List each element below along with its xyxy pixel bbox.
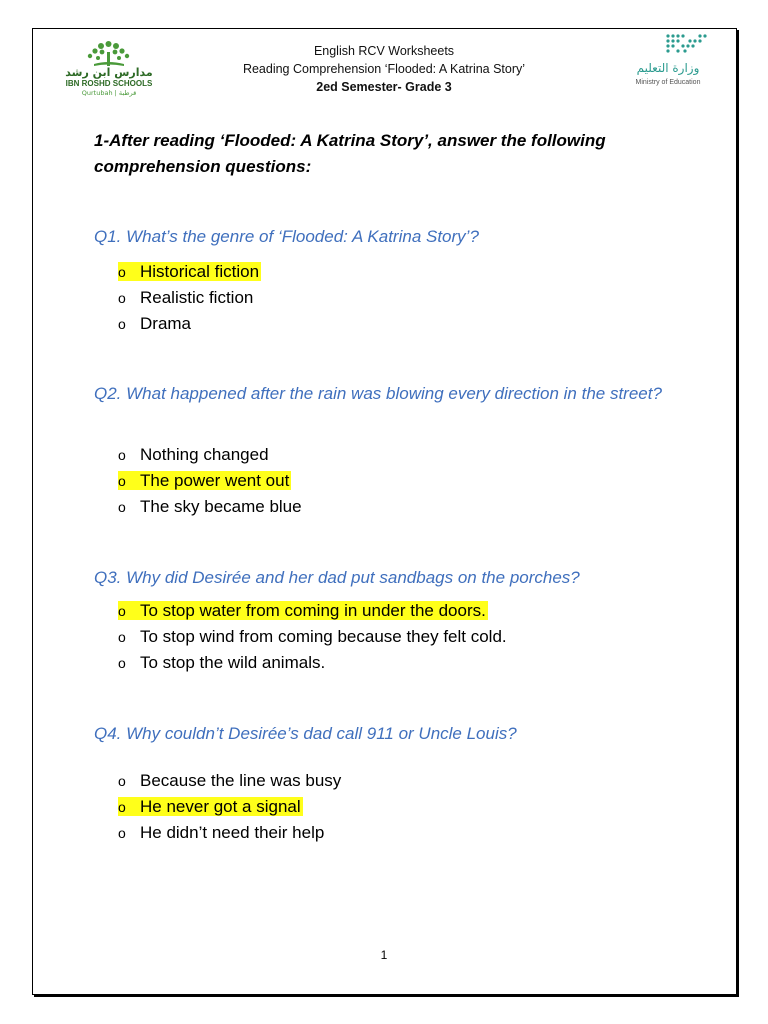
page-number: 1 [380, 948, 388, 962]
question-1-option-2: o Realistic fiction [118, 285, 261, 311]
option-bullet: o [118, 498, 126, 515]
question-2-option-2: o The power went out [118, 468, 304, 494]
question-3-option-3: o To stop the wild animals. [118, 650, 509, 676]
ministry-logo-arabic: وزارة التعليم [636, 61, 700, 75]
question-3: Q3. Why did Desirée and her dad put sandbags on the porches? [94, 568, 580, 587]
question-4-option-3: o He didn’t need their help [118, 820, 343, 846]
option-bullet: o [118, 773, 126, 789]
ministry-logo-english: Ministry of Education [635, 79, 701, 86]
option-bullet: o [118, 315, 126, 332]
question-2: Q2. What happened after the rain was blowing every direction in the street? [94, 384, 662, 403]
school-logo-sub: Qurtubah | قرطبة [81, 89, 137, 97]
question-2-options [118, 442, 304, 519]
semester-grade-title: 2ed Semester- Grade 3 [316, 80, 452, 94]
question-3-options [118, 598, 509, 675]
question-1-option-3: o Drama [118, 311, 261, 337]
option-bullet: o [118, 654, 126, 671]
option-bullet: o [118, 798, 126, 815]
question-2-option-1: o Nothing changed [118, 442, 304, 468]
school-logo-english: IBN ROSHD SCHOOLS [65, 79, 153, 88]
option-bullet: o [118, 603, 126, 619]
option-bullet: o [118, 824, 126, 841]
worksheet-topic-title: Reading Comprehension ‘Flooded: A Katrina Story’ [242, 62, 526, 76]
question-4-option-1: o Because the line was busy [118, 768, 343, 794]
question-3-option-1: o To stop water from coming in under the doors. [118, 598, 509, 624]
option-bullet: o [118, 447, 126, 463]
question-1: Q1. What’s the genre of ‘Flooded: A Katrina Story’? [94, 227, 479, 246]
option-bullet: o [118, 289, 126, 306]
instruction-heading: 1-After reading ‘Flooded: A Katrina Story’, answer the following comprehension questions: [94, 131, 606, 176]
question-1-options [118, 259, 261, 336]
option-bullet: o [118, 628, 126, 645]
option-bullet: o [118, 264, 126, 280]
question-3-option-2: o To stop wind from coming because they felt cold. [118, 624, 509, 650]
question-4-option-2: o He never got a signal [118, 794, 343, 820]
school-logo-arabic: مدارس ابن رشد [65, 66, 153, 79]
option-bullet: o [118, 472, 126, 489]
question-1-option-1: o Historical fiction [118, 259, 261, 285]
question-2-option-3: o The sky became blue [118, 494, 304, 520]
worksheet-series-title: English RCV Worksheets [313, 44, 455, 58]
question-4-options [118, 768, 343, 845]
question-4: Q4. Why couldn’t Desirée’s dad call 911 or Uncle Louis? [94, 724, 517, 743]
